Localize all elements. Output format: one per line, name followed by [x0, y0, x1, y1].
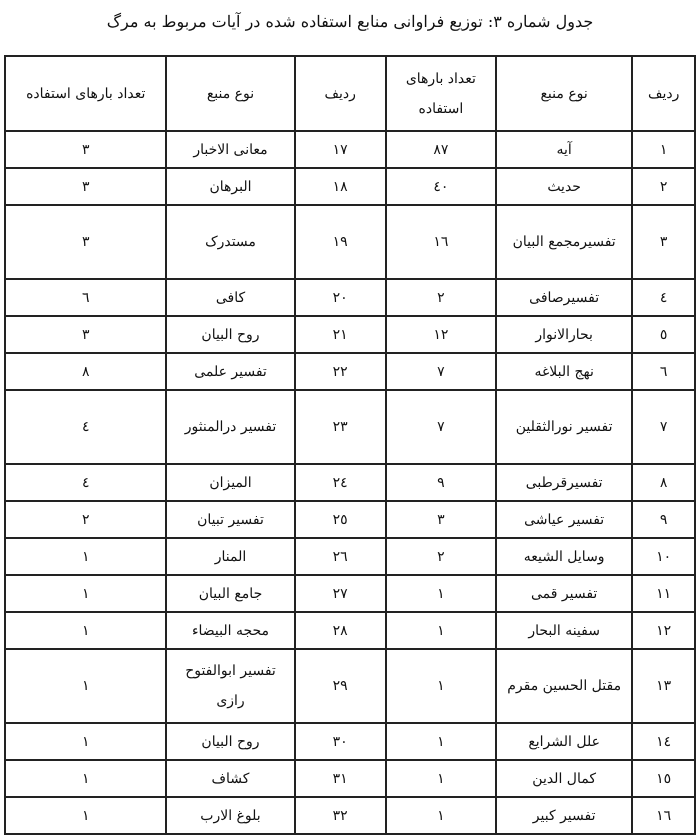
- cell-usage-count: ۹: [386, 464, 496, 501]
- cell-source-type: تفسیر نورالثقلین: [496, 390, 632, 464]
- cell-row-number: ۲: [632, 168, 695, 205]
- cell-usage-count-2: ۸: [5, 353, 166, 390]
- table-row: [5, 760, 695, 797]
- header-row-number-2: ردیف: [295, 56, 386, 131]
- cell-row-number: ۱٥: [632, 760, 695, 797]
- header-usage-count-2: تعداد بارهای استفاده: [5, 56, 166, 131]
- cell-source-type: تفسیرقرطبی: [496, 464, 632, 501]
- cell-row-number: ۸: [632, 464, 695, 501]
- cell-source-type: تفسیر کبیر: [496, 797, 632, 834]
- header-row-number: ردیف: [632, 56, 695, 131]
- cell-usage-count-2: ۲: [5, 501, 166, 538]
- cell-row-number-2: ۲٥: [295, 501, 386, 538]
- table-row: [5, 353, 695, 390]
- cell-usage-count-2: ۳: [5, 316, 166, 353]
- table-header-row: [5, 56, 695, 131]
- cell-usage-count-2: ٤: [5, 390, 166, 464]
- cell-row-number: ٥: [632, 316, 695, 353]
- table-caption: جدول شماره ۳: توزیع فراوانی منابع استفاده شده در آیات مربوط به مرگ: [106, 12, 594, 31]
- cell-row-number: ۳: [632, 205, 695, 279]
- cell-row-number-2: ۲۹: [295, 649, 386, 723]
- header-source-type: نوع منبع: [496, 56, 632, 131]
- cell-usage-count-2: ٤: [5, 464, 166, 501]
- cell-usage-count-2: ۱: [5, 649, 166, 723]
- cell-source-type-2: روح البیان: [166, 316, 294, 353]
- cell-row-number: ۱٤: [632, 723, 695, 760]
- cell-source-type-2: معانی الاخبار: [166, 131, 294, 168]
- table-row: [5, 575, 695, 612]
- header-source-type-2: نوع منبع: [166, 56, 294, 131]
- cell-usage-count-2: ۳: [5, 205, 166, 279]
- table-row: [5, 612, 695, 649]
- cell-usage-count-2: ۱: [5, 723, 166, 760]
- cell-source-type-2: محجه البیضاء: [166, 612, 294, 649]
- cell-row-number: ۱۲: [632, 612, 695, 649]
- table-row: [5, 390, 695, 464]
- cell-usage-count: ۱: [386, 797, 496, 834]
- cell-usage-count: ۱٦: [386, 205, 496, 279]
- cell-usage-count-2: ۱: [5, 612, 166, 649]
- cell-source-type-2: روح البیان: [166, 723, 294, 760]
- cell-source-type: تفسیر قمی: [496, 575, 632, 612]
- cell-source-type: تفسیر عیاشی: [496, 501, 632, 538]
- cell-row-number-2: ۳۰: [295, 723, 386, 760]
- cell-row-number-2: ۱۹: [295, 205, 386, 279]
- cell-row-number-2: ۲٤: [295, 464, 386, 501]
- cell-source-type-2: تفسیر علمی: [166, 353, 294, 390]
- cell-source-type-2: کافی: [166, 279, 294, 316]
- cell-usage-count: ۷: [386, 390, 496, 464]
- table-row: [5, 205, 695, 279]
- cell-row-number-2: ۲۷: [295, 575, 386, 612]
- table-row: [5, 538, 695, 575]
- cell-row-number: ۹: [632, 501, 695, 538]
- table-row: [5, 723, 695, 760]
- cell-usage-count: ۱: [386, 723, 496, 760]
- cell-source-type-2: تفسیر تبیان: [166, 501, 294, 538]
- cell-source-type-2: جامع البیان: [166, 575, 294, 612]
- cell-usage-count: ۱: [386, 575, 496, 612]
- cell-row-number: ۱۰: [632, 538, 695, 575]
- cell-source-type: کمال الدین: [496, 760, 632, 797]
- cell-usage-count-2: ۳: [5, 168, 166, 205]
- table-row: [5, 316, 695, 353]
- cell-usage-count: ۷: [386, 353, 496, 390]
- cell-row-number-2: ۳۱: [295, 760, 386, 797]
- cell-row-number: ٤: [632, 279, 695, 316]
- cell-row-number: ٦: [632, 353, 695, 390]
- cell-usage-count: ٤٠: [386, 168, 496, 205]
- cell-usage-count-2: ٦: [5, 279, 166, 316]
- table-row: [5, 649, 695, 723]
- table-row: [5, 464, 695, 501]
- cell-row-number: ۱۳: [632, 649, 695, 723]
- cell-source-type: نهج البلاغه: [496, 353, 632, 390]
- cell-row-number: ۷: [632, 390, 695, 464]
- cell-row-number-2: ۲۰: [295, 279, 386, 316]
- cell-source-type: مقتل الحسین مقرم: [496, 649, 632, 723]
- cell-row-number-2: ۲۲: [295, 353, 386, 390]
- cell-row-number: ۱: [632, 131, 695, 168]
- cell-source-type-2: تفسیر درالمنثور: [166, 390, 294, 464]
- cell-row-number: ۱۱: [632, 575, 695, 612]
- cell-usage-count-2: ۱: [5, 797, 166, 834]
- cell-source-type-2: المیزان: [166, 464, 294, 501]
- cell-row-number-2: ۲٦: [295, 538, 386, 575]
- cell-source-type-2: کشاف: [166, 760, 294, 797]
- cell-source-type: آیه: [496, 131, 632, 168]
- cell-usage-count: ۲: [386, 538, 496, 575]
- cell-row-number-2: ۲۱: [295, 316, 386, 353]
- table-row: [5, 279, 695, 316]
- cell-source-type: بحارالانوار: [496, 316, 632, 353]
- cell-usage-count: ۳: [386, 501, 496, 538]
- header-usage-count: تعداد بارهای استفاده: [386, 56, 496, 131]
- cell-row-number: ۱٦: [632, 797, 695, 834]
- cell-source-type: سفینه البحار: [496, 612, 632, 649]
- table-row: [5, 501, 695, 538]
- table-row: [5, 168, 695, 205]
- cell-source-type-2: مستدرک: [166, 205, 294, 279]
- table-row: [5, 131, 695, 168]
- cell-usage-count: ۱: [386, 760, 496, 797]
- cell-usage-count: ۸۷: [386, 131, 496, 168]
- cell-usage-count: ۱۲: [386, 316, 496, 353]
- cell-source-type: تفسیرصافی: [496, 279, 632, 316]
- cell-row-number-2: ۱۸: [295, 168, 386, 205]
- cell-source-type-2: تفسیر ابوالفتوح رازی: [166, 649, 294, 723]
- cell-usage-count-2: ۱: [5, 538, 166, 575]
- cell-row-number-2: ۲۸: [295, 612, 386, 649]
- cell-source-type-2: بلوغ الارب: [166, 797, 294, 834]
- sources-frequency-table: [4, 55, 696, 835]
- cell-usage-count: ۱: [386, 612, 496, 649]
- cell-row-number-2: ۲۳: [295, 390, 386, 464]
- cell-usage-count-2: ۱: [5, 575, 166, 612]
- cell-usage-count-2: ۳: [5, 131, 166, 168]
- cell-source-type: تفسیرمجمع البیان: [496, 205, 632, 279]
- cell-source-type: وسایل الشیعه: [496, 538, 632, 575]
- cell-source-type-2: المنار: [166, 538, 294, 575]
- cell-source-type: علل الشرایع: [496, 723, 632, 760]
- cell-source-type: حدیث: [496, 168, 632, 205]
- cell-usage-count: ۱: [386, 649, 496, 723]
- cell-usage-count-2: ۱: [5, 760, 166, 797]
- cell-source-type-2: البرهان: [166, 168, 294, 205]
- table-row: [5, 797, 695, 834]
- cell-usage-count: ۲: [386, 279, 496, 316]
- cell-row-number-2: ۳۲: [295, 797, 386, 834]
- cell-row-number-2: ۱۷: [295, 131, 386, 168]
